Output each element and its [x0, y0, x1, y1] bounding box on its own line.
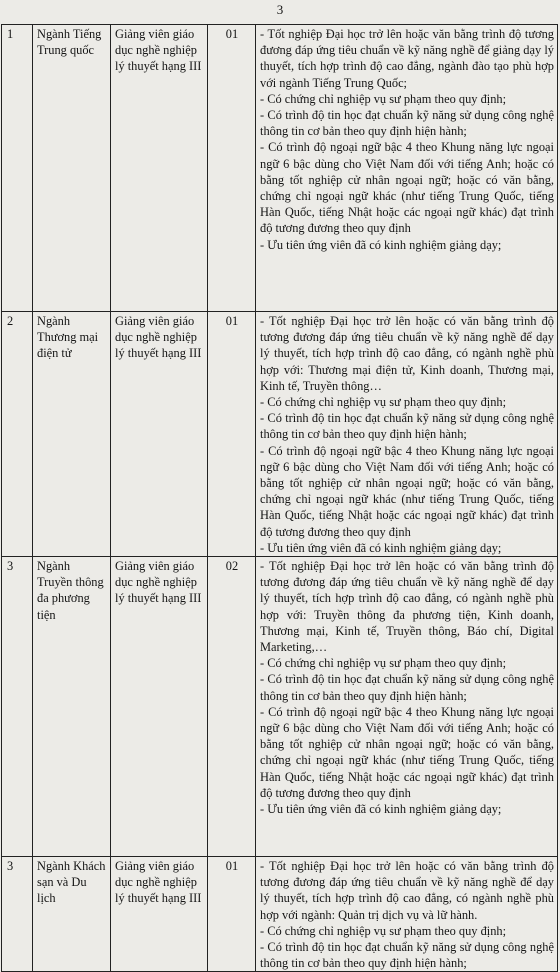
- requirement-item: - Có trình độ tin học đạt chuẩn kỹ năng sử dụng công nghệ thông tin cơ bản theo quy định hiện hành;: [260, 411, 554, 442]
- position-title: Giảng viên giáo dục nghề nghiệp lý thuyết hạng III: [111, 312, 208, 557]
- position-title: Giảng viên giáo dục nghề nghiệp lý thuyết hạng III: [111, 857, 208, 972]
- table-row: [2, 312, 558, 557]
- major-name: Ngành Khách sạn và Du lịch: [33, 857, 111, 972]
- requirement-item: - Tốt nghiệp Đại học trở lên hoặc có văn bằng trình độ tương đương đáp ứng tiêu chuẩn về kỹ năng nghề để dạy lý thuyết, tích hợp trình độ cao đẳng, có ngành nghề phù hợp với ngành: Quản trị dịch vụ và lữ hành.: [260, 859, 554, 922]
- position-title: Giảng viên giáo dục nghề nghiệp lý thuyết hạng III: [111, 25, 208, 312]
- requirements-cell: [256, 857, 558, 972]
- row-number: 3: [2, 857, 33, 972]
- table-row: [2, 857, 558, 972]
- requirement-item: - Tốt nghiệp Đại học trở lên hoặc có văn bằng trình độ tương đương đáp ứng tiêu chuẩn về kỹ năng nghề để dạy lý thuyết, tích hợp trình độ cao đẳng, có ngành nghề phù hợp với: Thương mại điện tử, Kinh doanh, Thương mại, Kinh tế, Truyền thông…: [260, 314, 554, 393]
- recruitment-table: [1, 24, 558, 972]
- position-title: Giảng viên giáo dục nghề nghiệp lý thuyết hạng III: [111, 557, 208, 857]
- quantity: 01: [208, 312, 256, 557]
- requirement-item: - Có trình độ ngoại ngữ bậc 4 theo Khung năng lực ngoại ngữ 6 bậc dùng cho Việt Nam đối với tiếng Anh; hoặc có bằng tốt nghiệp cử nhân ngoại ngữ; hoặc có văn bằng, chứng chỉ ngoại ngữ khác (như tiếng Trung Quốc, tiếng Hàn Quốc, tiếng Nhật hoặc các ngoại ngữ khác) đạt trình độ tương đương theo quy định: [260, 443, 554, 539]
- major-name: Ngành Thương mại điện tử: [33, 312, 111, 557]
- requirement-item: - Có chứng chỉ nghiệp vụ sư phạm theo quy định;: [260, 656, 507, 671]
- row-number: 1: [2, 25, 33, 312]
- requirement-item: - Có chứng chỉ nghiệp vụ sư phạm theo quy định;: [260, 923, 507, 938]
- requirement-item: - Có trình độ tin học đạt chuẩn kỹ năng sử dụng công nghệ thông tin cơ bản theo quy định hiện hành;: [260, 672, 554, 703]
- requirement-item: - Ưu tiên ứng viên đã có kinh nghiệm giảng dạy;: [260, 802, 502, 817]
- requirement-item: - Ưu tiên ứng viên đã có kinh nghiệm giảng dạy;: [260, 540, 502, 555]
- requirements-cell: [256, 557, 558, 857]
- requirement-item: - Có chứng chỉ nghiệp vụ sư phạm theo quy định;: [260, 91, 507, 106]
- requirement-item: - Ưu tiên ứng viên đã có kinh nghiệm giảng dạy;: [260, 237, 502, 252]
- table-body: [2, 25, 558, 972]
- requirement-item: - Tốt nghiệp Đại học trở lên hoặc văn bằng trình độ tương đương đáp ứng tiêu chuẩn về kỹ năng nghề để giảng dạy lý thuyết, tích hợp trình độ cao đẳng, ngành đào tạo phù hợp với ngành Tiếng Trung Quốc;: [260, 27, 554, 90]
- requirement-item: - Có trình độ ngoại ngữ bậc 4 theo Khung năng lực ngoại ngữ 6 bậc dùng cho Việt Nam đối với tiếng Anh; hoặc có bằng tốt nghiệp cử nhân ngoại ngữ; hoặc có văn bằng, chứng chỉ ngoại ngữ khác (như tiếng Trung Quốc, tiếng Hàn Quốc, tiếng Nhật hoặc các ngoại ngữ khác) đạt trình độ tương đương theo quy định: [260, 704, 554, 800]
- quantity: 01: [208, 25, 256, 312]
- requirement-item: - Có chứng chỉ nghiệp vụ sư phạm theo quy định;: [260, 395, 507, 410]
- quantity: 01: [208, 857, 256, 972]
- row-number: 2: [2, 312, 33, 557]
- quantity: 02: [208, 557, 256, 857]
- requirement-item: - Có trình độ ngoại ngữ bậc 4 theo Khung năng lực ngoại ngữ 6 bậc dùng cho Việt Nam đối với tiếng Anh; hoặc có bằng tốt nghiệp cử nhân ngoại ngữ; hoặc có văn bằng, chứng chỉ ngoại ngữ khác (như tiếng Trung Quốc, tiếng Hàn Quốc, tiếng Nhật hoặc các ngoại ngữ khác) đạt trình độ tương đương theo quy định: [260, 140, 554, 236]
- requirements-cell: [256, 312, 558, 557]
- requirement-item: - Có trình độ tin học đạt chuẩn kỹ năng sử dụng công nghệ thông tin cơ bản theo quy định hiện hành;: [260, 940, 554, 971]
- row-number: 3: [2, 557, 33, 857]
- requirement-item: - Có trình độ tin học đạt chuẩn kỹ năng sử dụng công nghệ thông tin cơ bản theo quy định hiện hành;: [260, 108, 554, 139]
- requirements-cell: [256, 25, 558, 312]
- major-name: Ngành Truyền thông đa phương tiện: [33, 557, 111, 857]
- page-number: 3: [276, 2, 284, 17]
- table-row: [2, 25, 558, 312]
- major-name: Ngành Tiếng Trung quốc: [33, 25, 111, 312]
- requirement-item: - Tốt nghiệp Đại học trở lên hoặc có văn bằng trình độ tương đương đáp ứng tiêu chuẩn về kỹ năng nghề để dạy lý thuyết, tích hợp trình độ cao đẳng, có ngành nghề phù hợp với: Truyền thông đa phương tiện, Kinh doanh, Thương mại, Kinh tế, Truyền thông, Báo chí, Digital Marketing,…: [260, 559, 554, 655]
- table-row: [2, 557, 558, 857]
